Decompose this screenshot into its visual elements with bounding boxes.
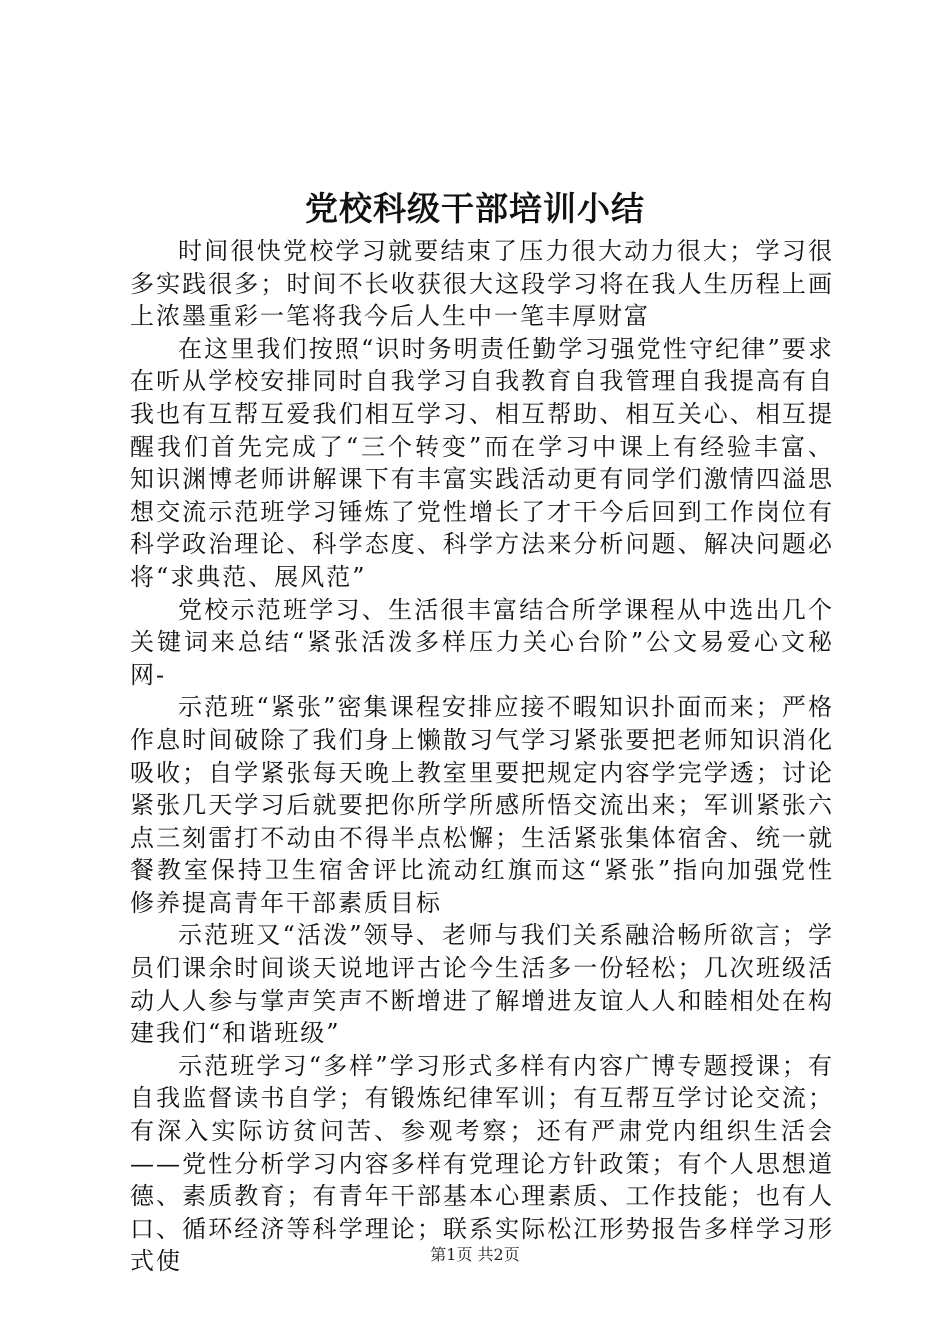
document-title: 党校科级干部培训小结 [305, 189, 645, 228]
page-number-footer: 第1页 共2页 [430, 1245, 520, 1264]
paragraph-1: 时间很快党校学习就要结束了压力很大动力很大；学习很多实践很多；时间不长收获很大这段学习将在我人生历程上画上浓墨重彩一笔将我今后人生中一笔丰厚财富 [130, 237, 834, 331]
paragraph-3: 党校示范班学习、生活很丰富结合所学课程从中选出几个关键词来总结“紧张活泼多样压力关心台阶”公文易爱心文秘网- [130, 595, 834, 689]
paragraph-5: 示范班又“活泼”领导、老师与我们关系融洽畅所欲言；学员们课余时间谈天说地评古论今生活多一份轻松；几次班级活动人人参与掌声笑声不断增进了解增进友谊人人和睦相处在构建我们“和谐班级” [130, 921, 834, 1048]
paragraph-4: 示范班“紧张”密集课程安排应接不暇知识扑面而来；严格作息时间破除了我们身上懒散习气学习紧张要把老师知识消化吸收；自学紧张每天晚上教室里要把规定内容学完学透；讨论紧张几天学习后就要把你所学所感所悟交流出来；军训紧张六点三刻雷打不动由不得半点松懈；生活紧张集体宿舍、统一就餐教室保持卫生宿舍评比流动红旗而这“紧张”指向加强党性修养提高青年干部素质目标 [130, 693, 834, 917]
paragraph-2: 在这里我们按照“识时务明责任勤学习强党性守纪律”要求在听从学校安排同时自我学习自我教育自我管理自我提高有自我也有互帮互爱我们相互学习、相互帮助、相互关心、相互提醒我们首先完成了“三个转变”而在学习中课上有经验丰富、知识渊博老师讲解课下有丰富实践活动更有同学们激情四溢思想交流示范班学习锤炼了党性增长了才干今后回到工作岗位有科学政治理论、科学态度、科学方法来分析问题、解决问题必将“求典范、展风范” [130, 334, 834, 591]
paragraph-6: 示范班学习“多样”学习形式多样有内容广博专题授课；有自我监督读书自学；有锻炼纪律军训；有互帮互学讨论交流；有深入实际访贫问苦、参观考察；还有严肃党内组织生活会——党性分析学习内容多样有党理论方针政策；有个人思想道德、素质教育；有青年干部基本心理素质、工作技能；也有人口、循环经济等科学理论；联系实际松江形势报告多样学习形式使 [130, 1051, 834, 1276]
document-body [130, 235, 834, 1278]
